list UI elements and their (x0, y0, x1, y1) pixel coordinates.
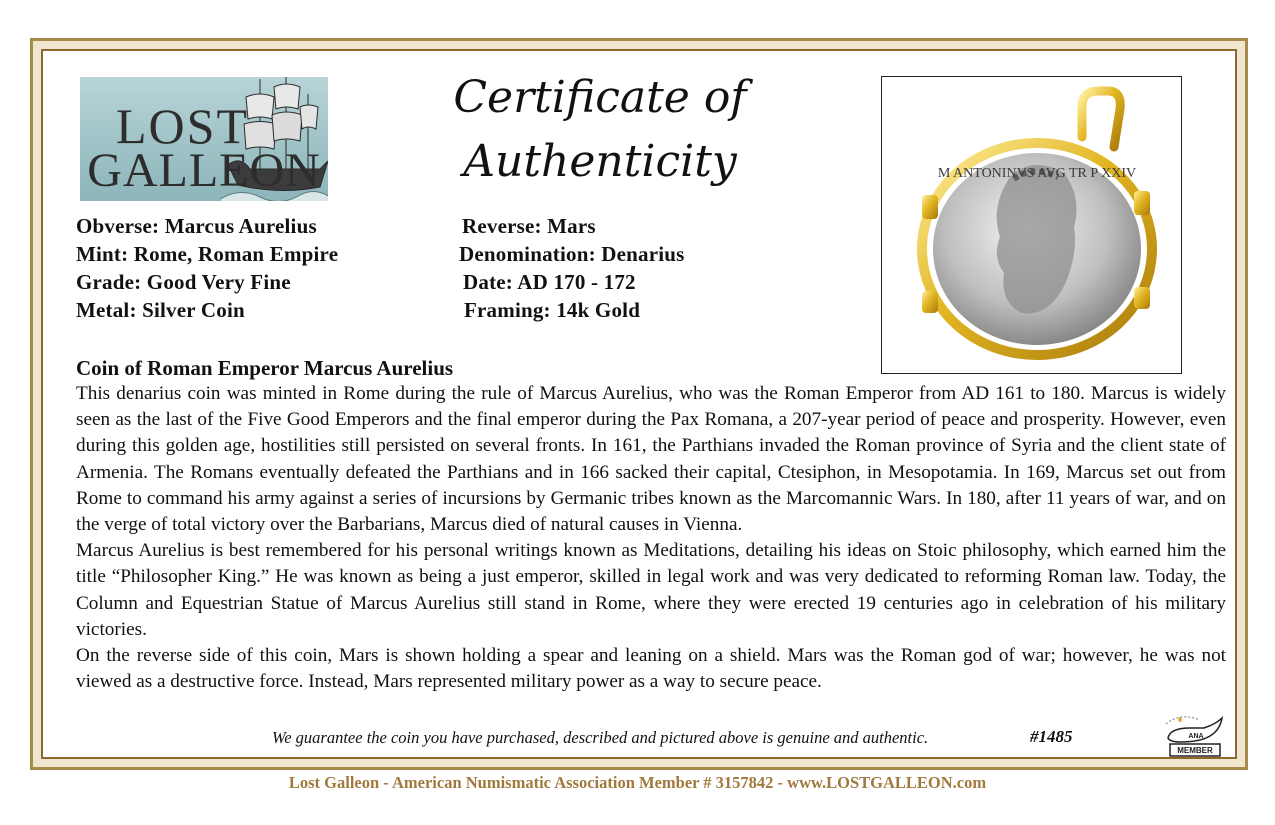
description-paragraph-1: This denarius coin was minted in Rome during the rule of Marcus Aurelius, who was the Roman Emperor from AD 161 to 180. Marcus is widely seen as the last of the Five Good Emperors and the final emperor during the Pax Romana, a 207-year period of peace and prosperity. However, even during this golden age, hostilities still persisted on several fronts. In 161, the Parthians invaded the Roman province of Syria and the client state of Armenia. The Romans eventually defeated the Parthians and in 166 sacked their capital, Ctesiphon, in Mesopotamia. In 169, Marcus set out from Rome to command his army against a series of incursions by Germanic tribes known as the Marcomannic Wars. In 180, after 11 years of war, and on the verge of total victory over the Barbarians, Marcus died of natural causes in Vienna. (76, 383, 1226, 536)
field-date: Date: AD 170 - 172 (463, 270, 636, 294)
logo-word-galleon: GALLEON (87, 144, 321, 197)
coin-pendant-image (882, 77, 1180, 372)
guarantee-statement: We guarantee the coin you have purchased, described and pictured above is genuine and authentic. (272, 728, 929, 747)
description-paragraph-3: On the reverse side of this coin, Mars is shown holding a spear and leaning on a shield. Mars was the Roman god of war; however, he was not viewed as a destructive force. Instead, Mars represented military power as a way to secure peace. (76, 645, 1226, 693)
ana-lamp-icon (1160, 712, 1228, 760)
ana-badge-bottom-text: MEMBER (1177, 746, 1213, 755)
certificate-number: #1485 (1030, 727, 1073, 746)
field-grade: Grade: Good Very Fine (76, 270, 291, 294)
lost-galleon-logo (80, 77, 328, 201)
description-body (76, 381, 1226, 695)
field-reverse: Reverse: Mars (462, 214, 596, 238)
field-obverse: Obverse: Marcus Aurelius (76, 214, 317, 238)
field-framing: Framing: 14k Gold (464, 298, 641, 322)
coin-pendant-photo (881, 76, 1182, 374)
footer-association: Lost Galleon - American Numismatic Association Member # 3157842 - www.LOSTGALLEON.com (288, 773, 987, 792)
title-line-1: Certificate of (453, 72, 747, 123)
certificate-title (420, 66, 780, 194)
field-mint: Mint: Rome, Roman Empire (76, 242, 339, 266)
description-paragraph-2: Marcus Aurelius is best remembered for his personal writings known as Meditations, detailing his ideas on Stoic philosophy, which earned him the title “Philosopher King.” He was known as being a just emperor, skilled in legal work and was very dedicated to reforming Roman law. Today, the Column and Equestrian Statue of Marcus Aurelius still stand in Rome, where they were erected 19 centuries ago in celebration of his military victories. (76, 540, 1226, 640)
title-line-2: Authenticity (463, 136, 737, 187)
field-metal: Metal: Silver Coin (76, 298, 245, 322)
ana-member-badge (1160, 712, 1228, 765)
field-denomination: Denomination: Denarius (459, 242, 685, 266)
logo-word-lost: LOST (116, 98, 249, 154)
ana-badge-top-text: ANA (1188, 733, 1204, 740)
section-title: Coin of Roman Emperor Marcus Aurelius (76, 356, 454, 380)
coin-legend: M ANTONINVS AVG TR P XXIV (937, 166, 1137, 181)
